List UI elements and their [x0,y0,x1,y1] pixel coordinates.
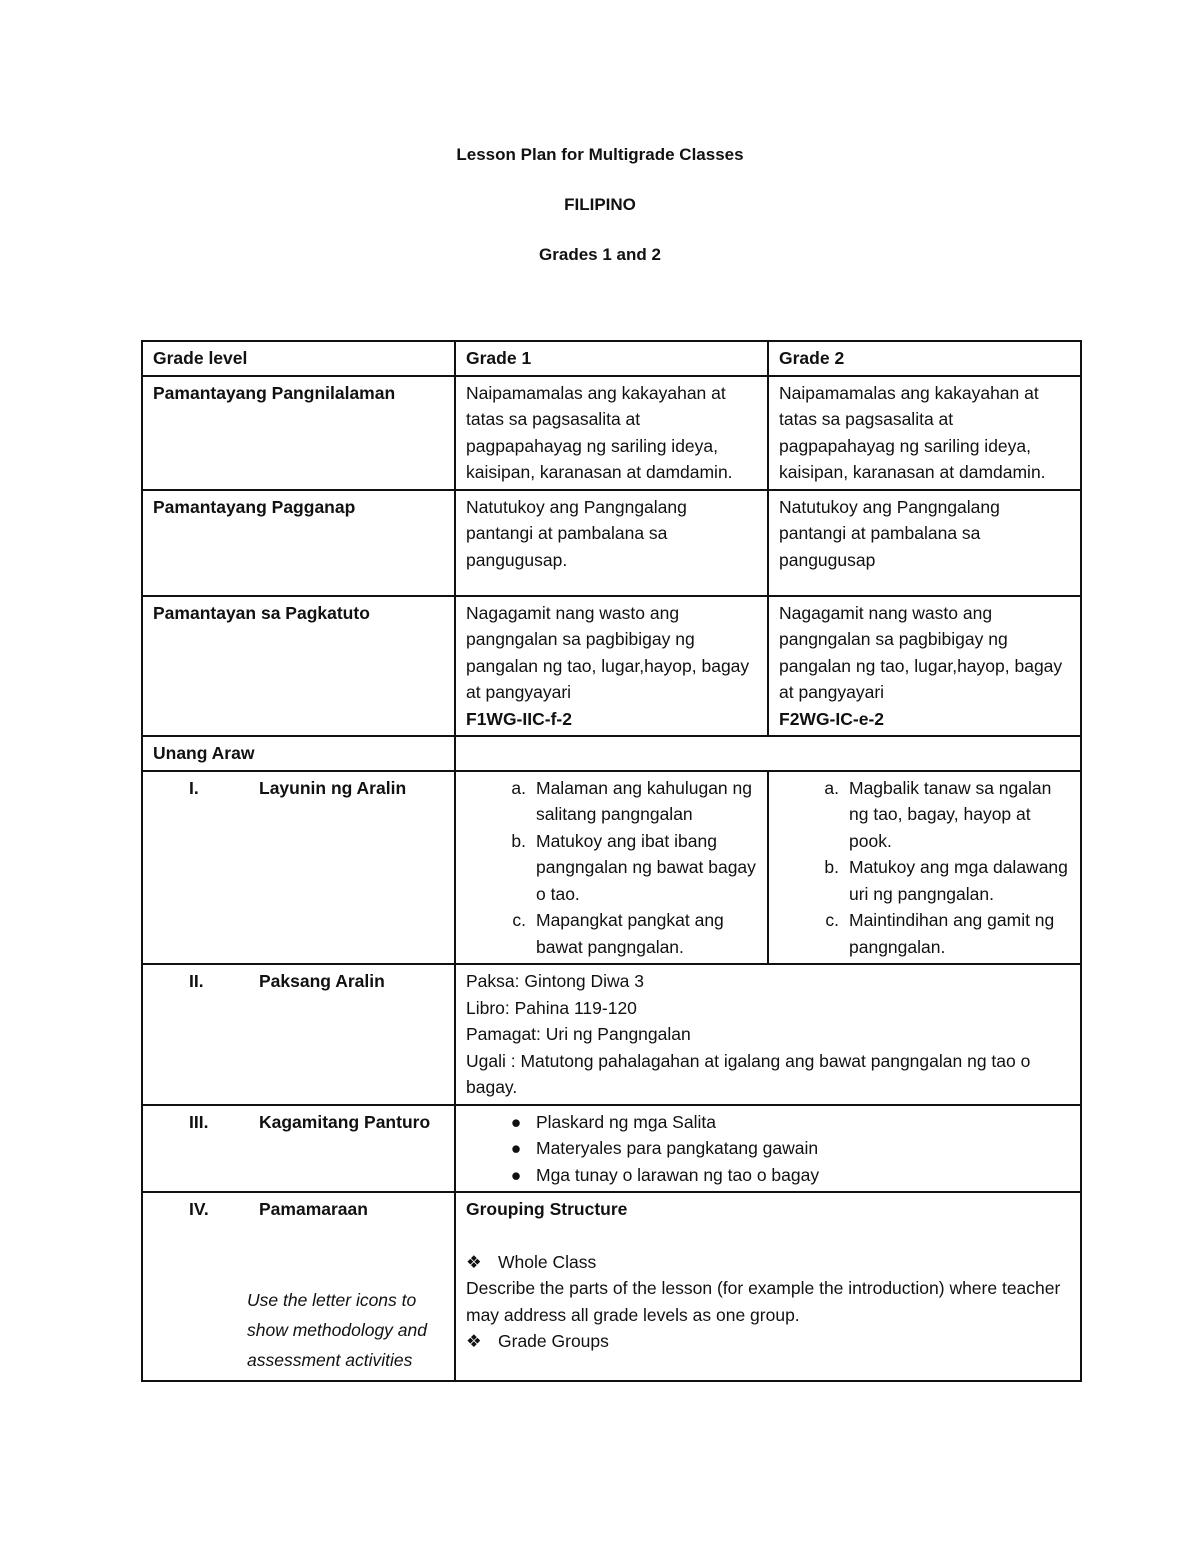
list-item: a. Malaman ang kahulugan ng salitang pangngalan [511,777,752,824]
pagganap-grade-2: Natutukoy ang Pangngalang pantangi at pambalana sa pangugusap [768,490,1081,596]
table-row [142,771,1081,965]
paksang-label: Paksang Aralin [259,971,385,991]
paksang-line: Ugali : Matutong pahalagahan at igalang ang bawat pangngalan ng tao o bagay. [466,1050,1031,1097]
pagkatuto-grade-1-text: Nagagamit nang wasto ang pangngalan sa pagbibigay ng pangalan ng tao, lugar,hayop, bagay at pangyayari [466,602,750,702]
unang-araw-label: Unang Araw [142,736,455,771]
document-title: Lesson Plan for Multigrade Classes [456,145,744,164]
pagganap-grade-1: Natutukoy ang Pangngalang pantangi at pambalana sa pangugusap. [455,490,768,596]
lesson-plan-table [141,340,1082,1382]
paksang-line: Libro: Pahina 119-120 [466,997,637,1018]
whole-class-description: Describe the parts of the lesson (for example the introduction) where teacher may address all grade levels as one group. [466,1278,1061,1325]
paksang-content [455,964,1081,1105]
pagkatuto-grade-2 [768,596,1081,737]
diamond-bullet-icon: ❖ [466,1251,482,1272]
kagamitan-content [455,1105,1081,1193]
grouping-structure-title: Grouping Structure [466,1199,628,1219]
paksang-line: Paksa: Gintong Diwa 3 [466,971,645,991]
paksang-number: II. [189,971,204,991]
list-item: b. Matukoy ang ibat ibang pangngalan ng bawat bagay o tao. [511,830,756,904]
pangnilalaman-grade-1: Naipamamalas ang kakayahan at tatas sa pagsasalita at pagpapahayag ng sariling ideya, kaisipan, karanasan at damdamin. [455,376,768,490]
bullet-icon: ● [510,1111,522,1132]
subject-title: FILIPINO [564,195,636,214]
kagamitan-number: III. [189,1111,209,1132]
bullet-icon: ● [510,1138,522,1158]
diamond-bullet-icon: ❖ [466,1331,482,1351]
unang-araw-empty [455,736,1081,771]
pamamaraan-content [455,1192,1081,1381]
pagkatuto-label: Pamantayan sa Pagkatuto [142,596,455,737]
pagkatuto-grade-1 [455,596,768,737]
table-row [142,596,1081,737]
whole-class-item: ❖ Whole Class [466,1249,1070,1276]
table-row [142,490,1081,596]
grade-2-header: Grade 2 [768,341,1081,376]
layunin-grade-1 [455,771,768,965]
list-item: a. Magbalik tanaw sa ngalan ng tao, bagay, hayop at pook. [824,777,1052,851]
pagkatuto-grade-2-text: Nagagamit nang wasto ang pangngalan sa pagbibigay ng pangalan ng tao, lugar,hayop, bagay at pangyayari [779,602,1063,702]
list-item: b. Matukoy ang mga dalawang uri ng pangngalan. [824,857,1068,904]
table-row [142,736,1081,771]
list-item: ● Plaskard ng mga Salita [466,1109,1070,1136]
pamamaraan-label-cell [142,1192,455,1381]
grades-title: Grades 1 and 2 [539,245,661,264]
table-row [142,1192,1081,1381]
grade-groups-item: ❖ Grade Groups [466,1328,1070,1355]
pangnilalaman-label: Pamantayang Pangnilalaman [142,376,455,490]
pangnilalaman-grade-2: Naipamamalas ang kakayahan at tatas sa pagsasalita at pagpapahayag ng sariling ideya, kaisipan, karanasan at damdamin. [768,376,1081,490]
table-row [142,341,1081,376]
list-item: ● Mga tunay o larawan ng tao o bagay [466,1162,1070,1189]
pamamaraan-note: Use the letter icons to show methodology and assessment activities [247,1289,427,1370]
list-item: c. Mapangkat pangkat ang bawat pangngalan. [512,910,724,957]
list-item: c. Maintindihan ang gamit ng pangngalan. [825,910,1055,957]
bullet-icon: ● [510,1164,522,1185]
grade-1-header: Grade 1 [455,341,768,376]
kagamitan-label-cell [142,1105,455,1193]
kagamitan-label: Kagamitang Panturo [259,1111,431,1132]
pagganap-label: Pamantayang Pagganap [142,490,455,596]
paksang-line: Pamagat: Uri ng Pangngalan [466,1024,691,1044]
pagkatuto-grade-1-code: F1WG-IIC-f-2 [466,708,572,729]
layunin-number: I. [189,777,199,798]
table-row [142,376,1081,490]
layunin-grade-2 [768,771,1081,965]
grade-level-label: Grade level [142,341,455,376]
table-row [142,1105,1081,1193]
layunin-label: Layunin ng Aralin [259,777,407,798]
pamamaraan-label: Pamamaraan [259,1199,368,1219]
pagkatuto-grade-2-code: F2WG-IC-e-2 [779,708,884,729]
list-item: ● Materyales para pangkatang gawain [466,1135,1070,1162]
pamamaraan-number: IV. [189,1199,209,1219]
paksang-label-cell [142,964,455,1105]
table-row [142,964,1081,1105]
layunin-label-cell [142,771,455,965]
